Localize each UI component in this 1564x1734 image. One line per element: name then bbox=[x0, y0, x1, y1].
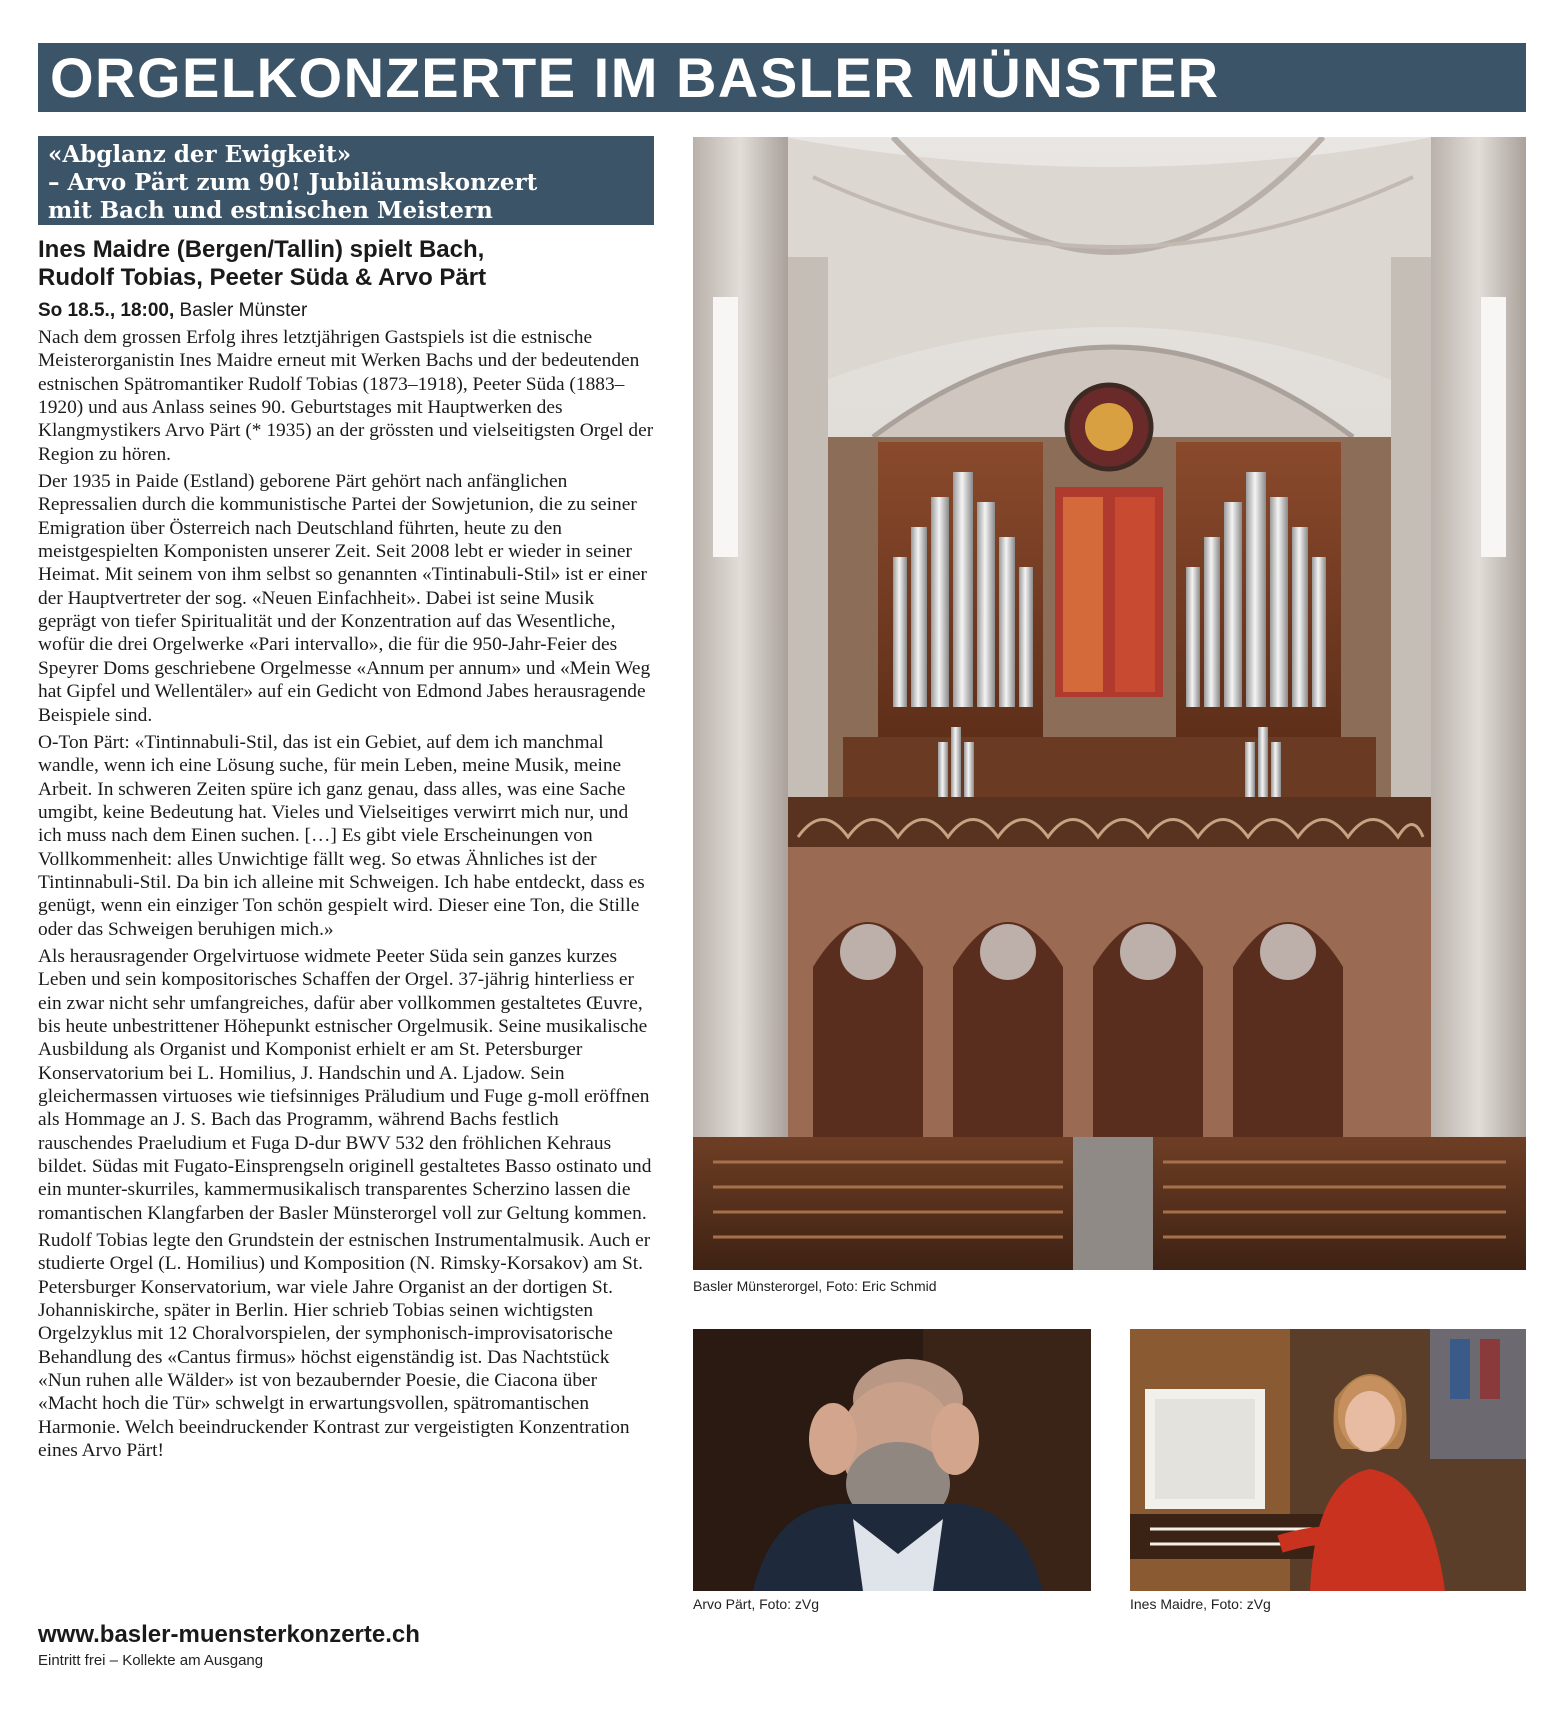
maidre-photo-caption: Ines Maidre, Foto: zVg bbox=[1130, 1596, 1271, 1612]
website-link[interactable]: www.basler-muensterkonzerte.ch bbox=[38, 1621, 420, 1648]
article-paragraph: Rudolf Tobias legte den Grundstein der estnischen Instrumentalmusik. Auch er studierte Orgel (L. Homilius) und Komposition (N. Rimsky-Korsakov) am St. Petersburger Konservatorium, war viele Jahre Organist an der dortigen St. Johanniskirche, später in Berlin. Hier schrieb Tobias seinen wichtigsten Orgelzyklus mit 12 Choralvorspielen, der symphonisch-improvisatorische Behandlung des «Cantus firmus» höchst eigenständig ist. Das Nachtstück «Nun ruhen alle Wälder» ist von bezaubernder Poesie, die Ciacona über «Macht hoch die Tür» schwelgt in erwartungsvollen, spätromantischen Harmonie. Welch beeindruckender Kontrast zur vergeistigten Konzentration eines Arvo Pärt! bbox=[38, 1230, 651, 1462]
concert-title-line: mit Bach und estnischen Meistern bbox=[48, 197, 493, 224]
organ-photo-illustration bbox=[693, 137, 1526, 1270]
organ-photo-caption: Basler Münsterorgel, Foto: Eric Schmid bbox=[693, 1278, 937, 1294]
organ-photo bbox=[693, 137, 1526, 1270]
concert-title-line: «Abglanz der Ewigkeit» bbox=[48, 141, 352, 168]
article-paragraph: Als herausragender Orgelvirtuose widmete Peeter Süda sein ganzes kurzes Leben und sein kompositorisches Schaffen der Orgel. 37-jährig hinterliess er ein zwar nicht sehr umfangreiches, dafür aber vollkommen gestaltetes Œuvre, bis heute unbestrittener Höhepunkt estnischer Orgelmusik. Seine musikalische Ausbildung als Organist und Komponist erhielt er am St. Petersburger Konservatorium bei L. Homilius, J. Handschin und A. Ljadow. Sein gleichermassen virtuoses wie tiefsinniges Präludium und Fuge g-moll eröffnen als Hommage an J. S. Bach das Programm, während Bachs festlich rauschendes Praeludium et Fuga D-dur BWV 532 den fröhlichen Kehraus bildet. Südas mit Fugato-Einsprengseln originell gestaltetes Basso ostinato und ein munter-skurriles, kammermusikalisch transparentes Scherzino lassen die romantischen Klangfarben der Basler Münsterorgel voll zur Geltung kommen. bbox=[38, 945, 652, 1224]
performer-heading bbox=[38, 236, 654, 292]
performer-line: Rudolf Tobias, Peeter Süda & Arvo Pärt bbox=[38, 264, 487, 291]
article-body bbox=[38, 326, 654, 1463]
article-paragraph: Der 1935 in Paide (Estland) geborene Pärt gehört nach anfänglichen Repressalien durch die kommunistische Partei der Sowjetunion, die zu seiner Emigration über Österreich nach Deutschland führten, heute zu den meistgespielten Komponisten unserer Zeit. Seit 2008 lebt er wieder in seiner Heimat. Mit seinem von ihm selbst so genannten «Tintinabuli-Stil» ist er einer der Hauptvertreter der sog. «Neuen Einfachheit». Dabei ist seine Musik geprägt von tiefer Spiritualität und der Konzentration auf das Wesentliche, wofür die drei Orgelwerke «Pari intervallo», die für die 950-Jahr-Feier des Speyrer Doms geschriebene Orgelmesse «Annum per annum» und «Mein Weg hat Gipfel und Wellentäler» auf ein Gedicht von Edmond Jabes herausragende Beispiele sind. bbox=[38, 471, 651, 726]
article-paragraph: Nach dem grossen Erfolg ihres letztjährigen Gastspiels ist die estnische Meisterorganistin Ines Maidre erneut mit Werken Bachs und der bedeutenden estnischen Spätromantiker Rudolf Tobias (1873–1918), Peeter Süda (1883–1920) und aus Anlass seines 90. Geburtstages mit Hauptwerken des Klangmystikers Arvo Pärt (* 1935) an der grössten und vielseitigsten Orgel der Region zu hören. bbox=[38, 327, 654, 465]
performer-line: Ines Maidre (Bergen/Tallin) spielt Bach, bbox=[38, 236, 485, 263]
concert-venue: Basler Münster bbox=[179, 300, 308, 321]
paert-photo bbox=[693, 1329, 1091, 1591]
paert-photo-caption: Arvo Pärt, Foto: zVg bbox=[693, 1596, 820, 1612]
concert-date: So 18.5., 18:00, bbox=[38, 300, 175, 321]
concert-title-line: – Arvo Pärt zum 90! Jubiläumskonzert bbox=[48, 169, 538, 196]
article-column bbox=[38, 136, 654, 1467]
concert-dateline bbox=[38, 298, 654, 323]
masthead-banner bbox=[38, 43, 1526, 112]
paert-photo-illustration bbox=[693, 1329, 1091, 1591]
maidre-photo bbox=[1130, 1329, 1526, 1591]
masthead-title: ORGELKONZERTE IM BASLER MÜNSTER bbox=[50, 46, 1220, 109]
maidre-photo-illustration bbox=[1130, 1329, 1526, 1591]
admission-note: Eintritt frei – Kollekte am Ausgang bbox=[38, 1652, 264, 1669]
article-paragraph: O-Ton Pärt: «Tintinnabuli-Stil, das ist ein Gebiet, auf dem ich manchmal wandle, wenn ich eine Lösung suche, für mein Leben, meine Musik, meine Arbeit. In schweren Zeiten spüre ich ganz genau, dass alles, was eine Sache umgibt, keine Bedeutung hat. Vieles und Vielseitiges verwirrt mich nur, und ich muss nach dem Einen suchen. […] Es gibt viele Erscheinungen von Vollkommenheit: alles Unwichtige fällt weg. So etwas Ähnliches ist der Tintinnabuli-Stil. Da bin ich alleine mit Schweigen. Ich habe entdeckt, dass es genügt, wenn ein einziger Ton schön gespielt wird. Dieser eine Ton, die Stille oder das Schweigen beruhigen mich.» bbox=[38, 731, 645, 940]
concert-title-box bbox=[38, 136, 654, 225]
